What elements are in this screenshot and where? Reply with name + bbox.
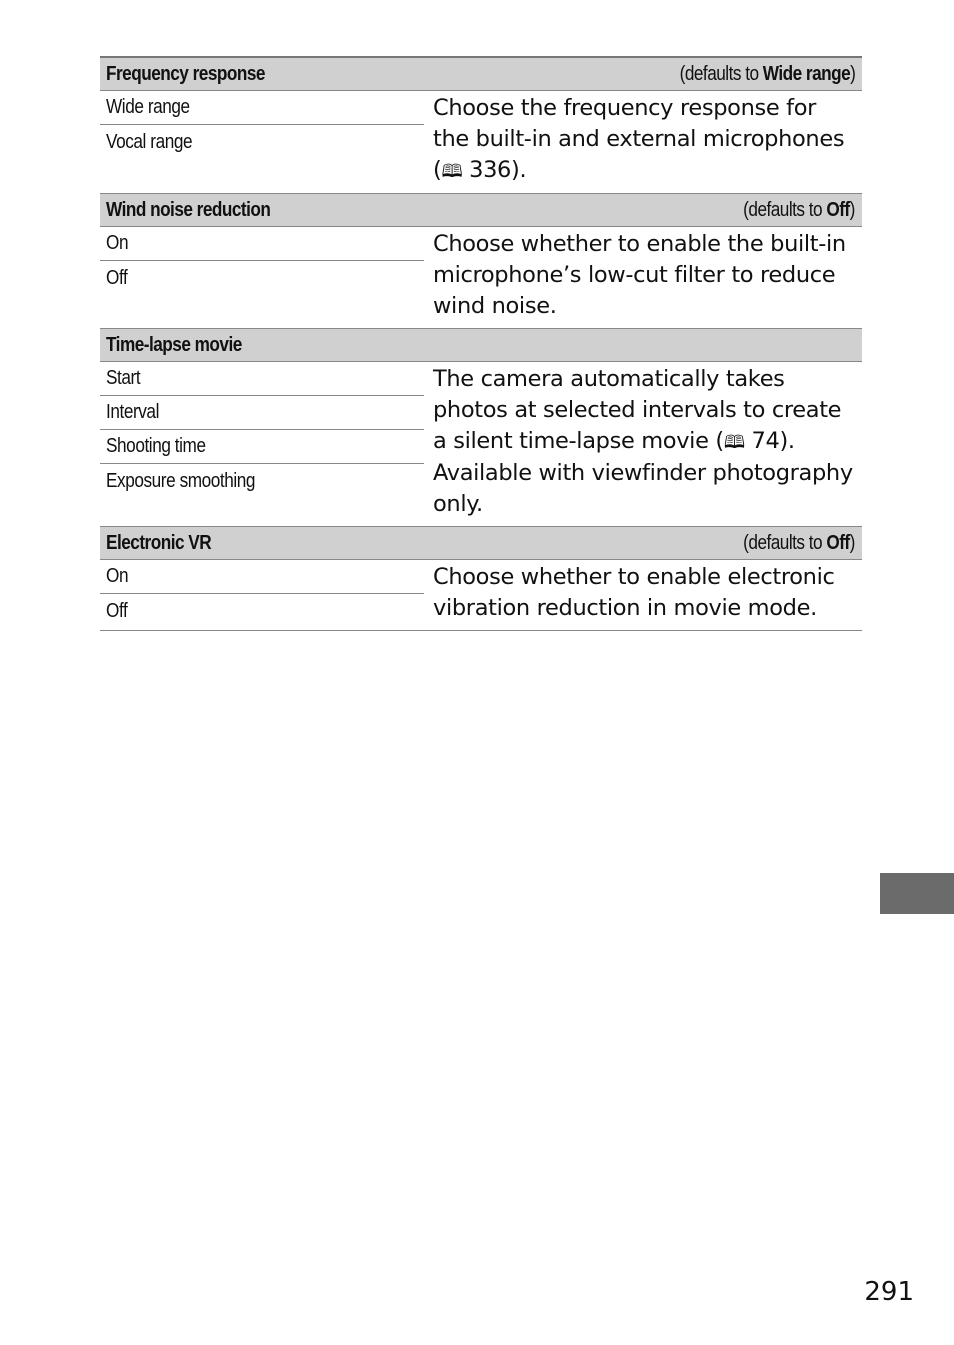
page-reference: 74 xyxy=(751,428,780,454)
page-reference: 336 xyxy=(469,157,512,183)
option-label: Shooting time xyxy=(106,435,206,457)
default-prefix: (defaults to xyxy=(679,62,763,85)
description-text: Choose the frequency response for the built-in and external microphones ( xyxy=(433,95,845,183)
page-number: 291 xyxy=(864,1277,914,1307)
section-title: Frequency response xyxy=(106,62,265,85)
default-suffix: ) xyxy=(849,198,855,221)
section-body-electronic-vr xyxy=(100,560,862,631)
section-body-time-lapse-movie xyxy=(100,362,862,527)
default-suffix: ) xyxy=(849,531,855,554)
option-list xyxy=(100,91,424,193)
option-item xyxy=(100,594,424,628)
option-item xyxy=(100,91,424,125)
option-label: Start xyxy=(106,367,141,389)
section-body-frequency-response xyxy=(100,91,862,194)
option-label: Interval xyxy=(106,401,159,423)
option-item xyxy=(100,396,424,430)
option-item xyxy=(100,261,424,295)
description-text-end: ). Available with viewfinder photography only. xyxy=(433,428,853,517)
option-label: On xyxy=(106,232,129,254)
option-description xyxy=(424,362,862,526)
default-note xyxy=(743,532,855,555)
option-label: Off xyxy=(106,599,128,622)
section-header-wind-noise-reduction xyxy=(100,194,862,227)
default-value: Wide range xyxy=(762,62,850,85)
default-prefix: (defaults to xyxy=(743,198,827,221)
section-title: Time-lapse movie xyxy=(106,333,242,356)
option-list xyxy=(100,560,424,630)
section-title: Wind noise reduction xyxy=(106,198,271,221)
description-text-end: ). xyxy=(511,157,527,183)
option-item xyxy=(100,430,424,464)
settings-table xyxy=(100,56,862,631)
default-value: Off xyxy=(826,198,850,221)
book-icon: 🕮 xyxy=(441,161,463,182)
option-description xyxy=(424,91,862,193)
default-prefix: (defaults to xyxy=(743,531,827,554)
section-header-time-lapse-movie xyxy=(100,329,862,362)
option-item xyxy=(100,560,424,594)
description-text: The camera automatically takes photos at selected intervals to create a silent time-lapse movie ( xyxy=(433,366,842,454)
default-note xyxy=(679,63,855,86)
chapter-tab-marker xyxy=(880,873,954,914)
default-value: Off xyxy=(826,531,850,554)
option-item xyxy=(100,125,424,159)
book-icon: 🕮 xyxy=(723,432,745,453)
option-list xyxy=(100,227,424,328)
section-title: Electronic VR xyxy=(106,531,212,554)
option-list xyxy=(100,362,424,526)
section-header-frequency-response xyxy=(100,58,862,91)
option-description: Choose whether to enable the built-in microphone’s low-cut filter to reduce wind noise. xyxy=(433,231,846,319)
default-suffix: ) xyxy=(849,62,855,85)
option-label: Off xyxy=(106,266,128,289)
option-item xyxy=(100,464,424,498)
option-label: Vocal range xyxy=(106,130,193,153)
option-item xyxy=(100,362,424,396)
section-body-wind-noise-reduction xyxy=(100,227,862,329)
option-label: Exposure smoothing xyxy=(106,469,256,492)
option-label: Wide range xyxy=(106,96,190,118)
option-item xyxy=(100,227,424,261)
section-header-electronic-vr xyxy=(100,527,862,560)
default-note xyxy=(743,199,855,222)
option-label: On xyxy=(106,565,129,587)
option-description: Choose whether to enable electronic vibration reduction in movie mode. xyxy=(433,564,835,621)
